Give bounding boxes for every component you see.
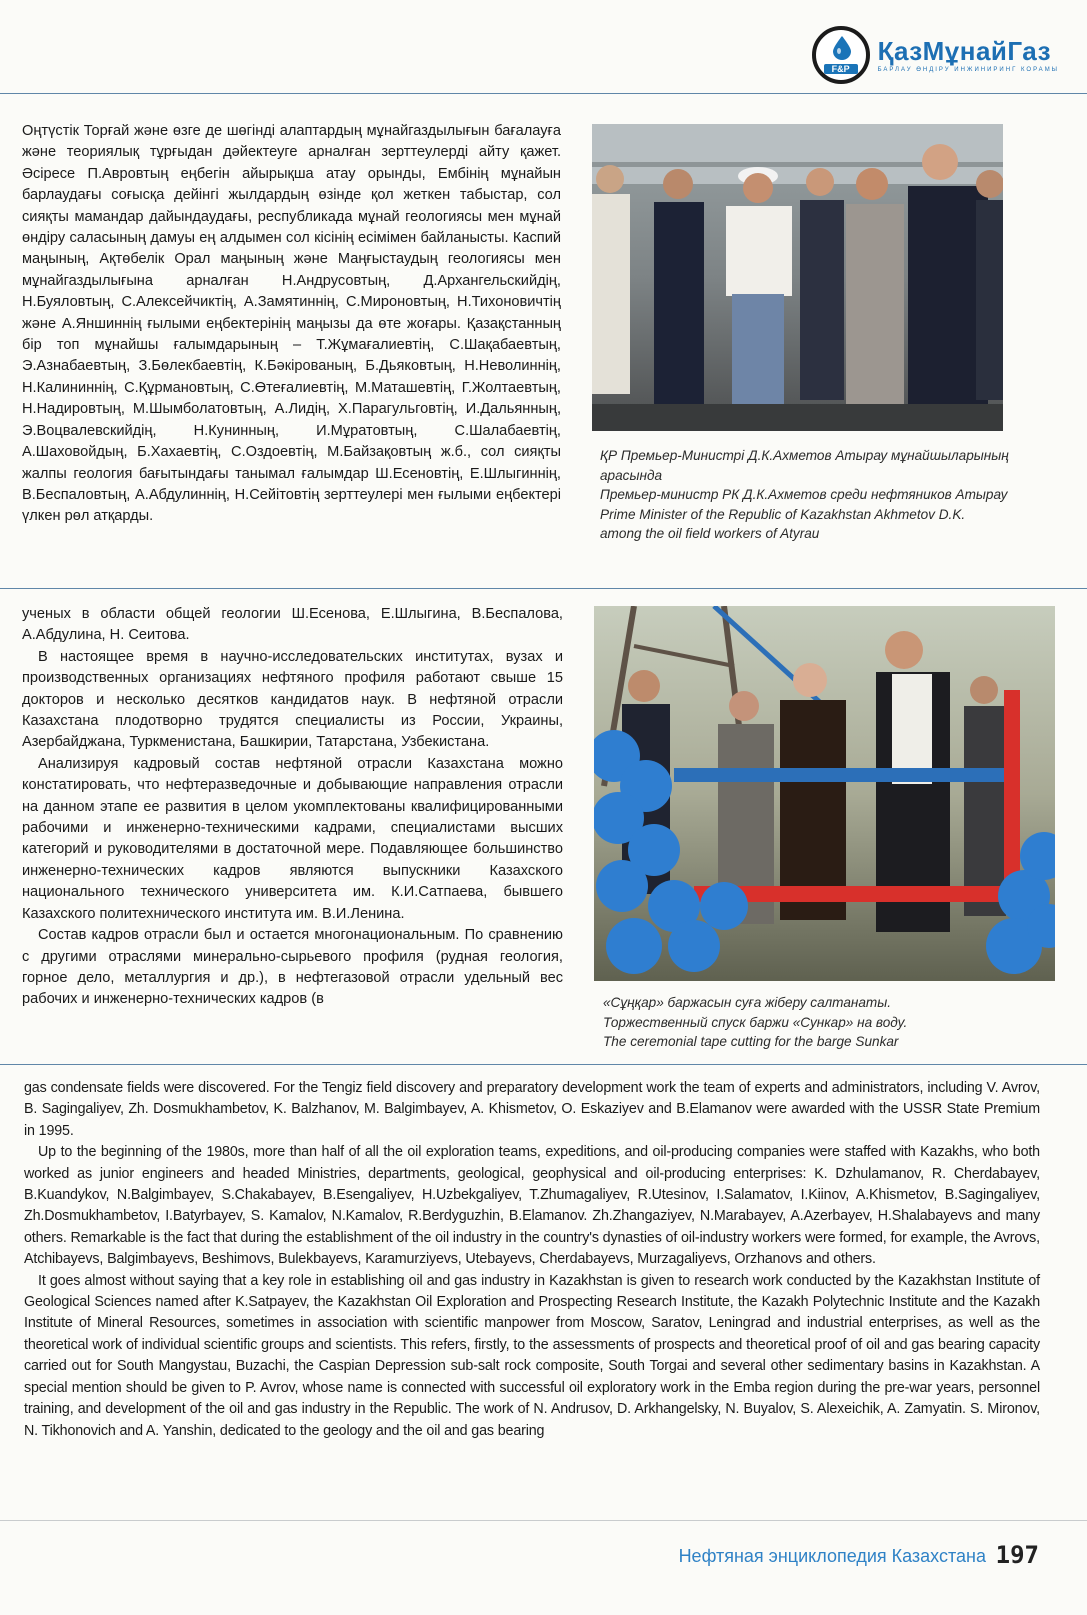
footer-book-title: Нефтяная энциклопедия Казахстана [678, 1546, 986, 1566]
logo-subtitle: БАРЛАУ ӨНДІРУ ИНЖИНИРИНГ КОРАМЫ [877, 67, 1059, 73]
english-paragraph-2: Up to the beginning of the 1980s, more than half of all the oil exploration teams, expeditions, and oil-producing companies were staffed with Kazakhs, who both worked as junior engineers and headed Ministries, departments, geological, geophysical and oil-producing enterprises: K. Dzhulamanov, R. Cherdabayev, B.Kuandykov, N.Balgimbayev, S.Chakabayev, B.Esengaliyev, H.Uzbekgaliyev, T.Zhumagaliyev, R.Utesinov, I.Salamatov, I.Kiinov, A.Khismetov, B.Sagingaliyev, Zh.Dosmukhambetov, I.Batyrbayev, S. Kamalov, N.Kamalov, R.Berdyguzhin, B.Elamanov. Zh.Zhangaziyev, N.Marabayev, A.Azerbayev, H.Shalabayevs and many others. Remarkable is the fact that during the establishment of the oil industry in the country's dynasties of oil-industry workers were formed, for example, the Avrovs, Atchibayevs, Balgimbayevs, Beshimovs, Bulekbayevs, Karamurziyevs, Utebayevs, Cherdabayevs, Murzagaliyevs, Orzhanovs and others. [24, 1144, 1040, 1268]
caption-russian: Торжественный спуск баржи «Сункар» на воду. [603, 1014, 908, 1030]
photo-prime-minister-atyrau [592, 124, 1003, 431]
section-english-text [24, 1078, 1040, 1442]
oil-drop-icon [833, 36, 851, 60]
section-russian-text [22, 604, 563, 1011]
section-divider-2 [0, 1064, 1087, 1065]
page-number: 197 [995, 1541, 1039, 1569]
photo-caption-2 [603, 993, 1043, 1052]
english-paragraph-3: It goes almost without saying that a key role in establishing oil and gas industry in Kazakhstan is given to research work conducted by the Kazakhstan Institute of Geological Sciences named after K.Satpayev, the Kazakhstan Oil Exploration and Prospecting Research Institute, the Kazakh Polytechnic Institute and the Kazakh Institute of Mineral Resources, sometimes in association with scientific manpower from Moscow, Saratov, Leningrad and industrial enterprises, as well as the theoretical work of individual scientific groups and scientists. This refers, firstly, to the assessments of prospects and theoretical proof of oil and gas bearing capacity carried out for South Mangystau, Buzachi, the Caspian Depression sub-salt rock composite, South Torgai and several other sedimentary basins in Kazakhstan. A special mention should be given to P. Avrov, whose name is connected with successful oil exploratory work in the Emba region during the pre-war years, personnel training, and development of the oil and gas industry in the Republic. The work of N. Andrusov, D. Arkhangelsky, N. Buyalov, S. Alexeichik, A. Zamyatin. S. Mironov, N. Tikhonovich and A. Yanshin, dedicated to the geology and the oil and gas bearing [24, 1272, 1040, 1439]
caption-english: The ceremonial tape cutting for the barge Sunkar [603, 1034, 899, 1049]
russian-paragraph-1: ученых в области общей геологии Ш.Есенова, Е.Шлыгина, В.Беспалова, А.Абдулина, Н. Сеитова. [22, 606, 563, 644]
photo-barge-ceremony [594, 606, 1055, 981]
caption-kazakh: ҚР Премьер-Министрі Д.К.Ахметов Атырау мұнайшыларының арасында [600, 448, 1009, 483]
russian-paragraph-2: В настоящее время в научно-исследовательских институтах, вузах и производственных организациях нефтяного профиля работают свыше 15 докторов и несколько десятков кандидатов наук. В нефтяной отрасли Казахстана плодотворно трудятся специалисты из России, Украины, Азербайджана, Туркменистана, Башкирии, Татарстана, Узбекистана. [22, 648, 563, 751]
caption-kazakh: «Сұңқар» баржасын суға жіберу салтанаты. [603, 995, 892, 1010]
logo-badge [812, 26, 870, 84]
photo-caption-1 [600, 446, 1010, 544]
section-divider-1 [0, 588, 1087, 589]
page-header [0, 0, 1087, 96]
kazmunaigaz-logo [812, 22, 1059, 88]
kazakh-paragraph: Оңтүстік Торғай және өзге де шөгінді алаптардың мұнайгаздылығын бағалауға және теориялық тұрғыдан дәйектеуге арналған зерттеулерді айту қажет. Әсіресе П.Авровтың еңбегін айырықша атау орынды, Ембінің мұнайын барлаудағы соғысқа дейінгі жылдардың өзінде қол жеткен табыстар, сол сияқты мамандар дайындаудағы, республикада мұнай геологиясы мен мұнай өндіру саласының дамуы ең алдымен сол кісінің есімімен байланысты. Каспий маңының, Ақтөбелік Орал маңының және Маңғыстаудың геологиясы мен мұнайгаздылығына арналған Н.Андрусовтың, Д.Архангельскийдің, Н.Буяловтың, С.Алексейчиктің, А.Замятиннің, С.Мироновтың, Н.Тихоновичтің және А.Яншиннің ғылыми еңбектерінің маңызы да өте жоғары. Қазақстанның бір топ мұнайшы ғалымдарының – Т.Жұмағалиевтің, С.Шақабаевтың, Э.Азнабаевтың, З.Бөлекбаевтің, К.Бәкірованың, Б.Дьяковтың, Н.Неволиннің, Н.Калининнің, С.Құрмановтың, С.Өтеғалиевтің, М.Маташевтің, Г.Жолтаевтың, Н.Надировтың, М.Шымболатовтың, А.Лидің, Х.Парагульговтің, И.Дальянның, Э.Воцвалевскийдің, Н.Кунинның, И.Мұратовтың, С.Шалабаевтің, А.Шаховойдың, Б.Хахаевтің, С.Оздоевтің, М.Байзақовтың ж.б., сол сияқты жалпы геология бағытындағы танымал ғалымдар Ш.Есеновтің, Е.Шлыгиннің, В.Беспаловтың, А.Абдулиннің, Н.Сейітовтің зерттеулері мен ғылыми еңбектері үлкен рөл атқарды. [22, 123, 561, 525]
footer-divider [0, 1520, 1087, 1521]
header-divider [0, 93, 1087, 94]
logo-badge-text: F&P [824, 64, 858, 74]
english-paragraph-1: gas condensate fields were discovered. For the Tengiz field discovery and preparatory development work the team of experts and administrators, including V. Avrov, B. Sagingaliyev, Zh. Dosmukhambetov, K. Balzhanov, M. Balgimbayev, A. Khismetov, O. Eskaziyev and B.Elamanov were awarded with the USSR State Premium in 1995. [24, 1080, 1040, 1139]
russian-paragraph-4: Состав кадров отрасли был и остается многонациональным. По сравнению с другими отраслями минерально-сырьевого профиля (рудная геология, горное дело, металлургия и др.), в нефтегазовой отрасли удельный вес рабочих и инженерно-технических кадров (в [22, 927, 563, 1008]
russian-paragraph-3: Анализируя кадровый состав нефтяной отрасли Казахстана можно констатировать, что нефтеразведочные и добывающие направления отрасли на данном этапе ее развития в целом укомплектованы квалифицированными рабочими и инженерно-техническими кадрами, специалистами высших категорий и руководителями в достаточной мере. Подавляющее большинство инженерно-технических кадров являются выпускники Казахского национального технического университета им. К.И.Сатпаева, бывшего Казахского политехнического института им. В.И.Ленина. [22, 755, 563, 922]
caption-english: Prime Minister of the Republic of Kazakhstan Akhmetov D.K. among the oil field workers of Atyrau [600, 506, 966, 541]
logo-name: ҚазМұнайГаз [877, 36, 1052, 66]
caption-russian: Премьер-министр РК Д.К.Ахметов среди нефтяников Атырау [600, 487, 1008, 502]
section-kazakh-text [22, 121, 561, 528]
